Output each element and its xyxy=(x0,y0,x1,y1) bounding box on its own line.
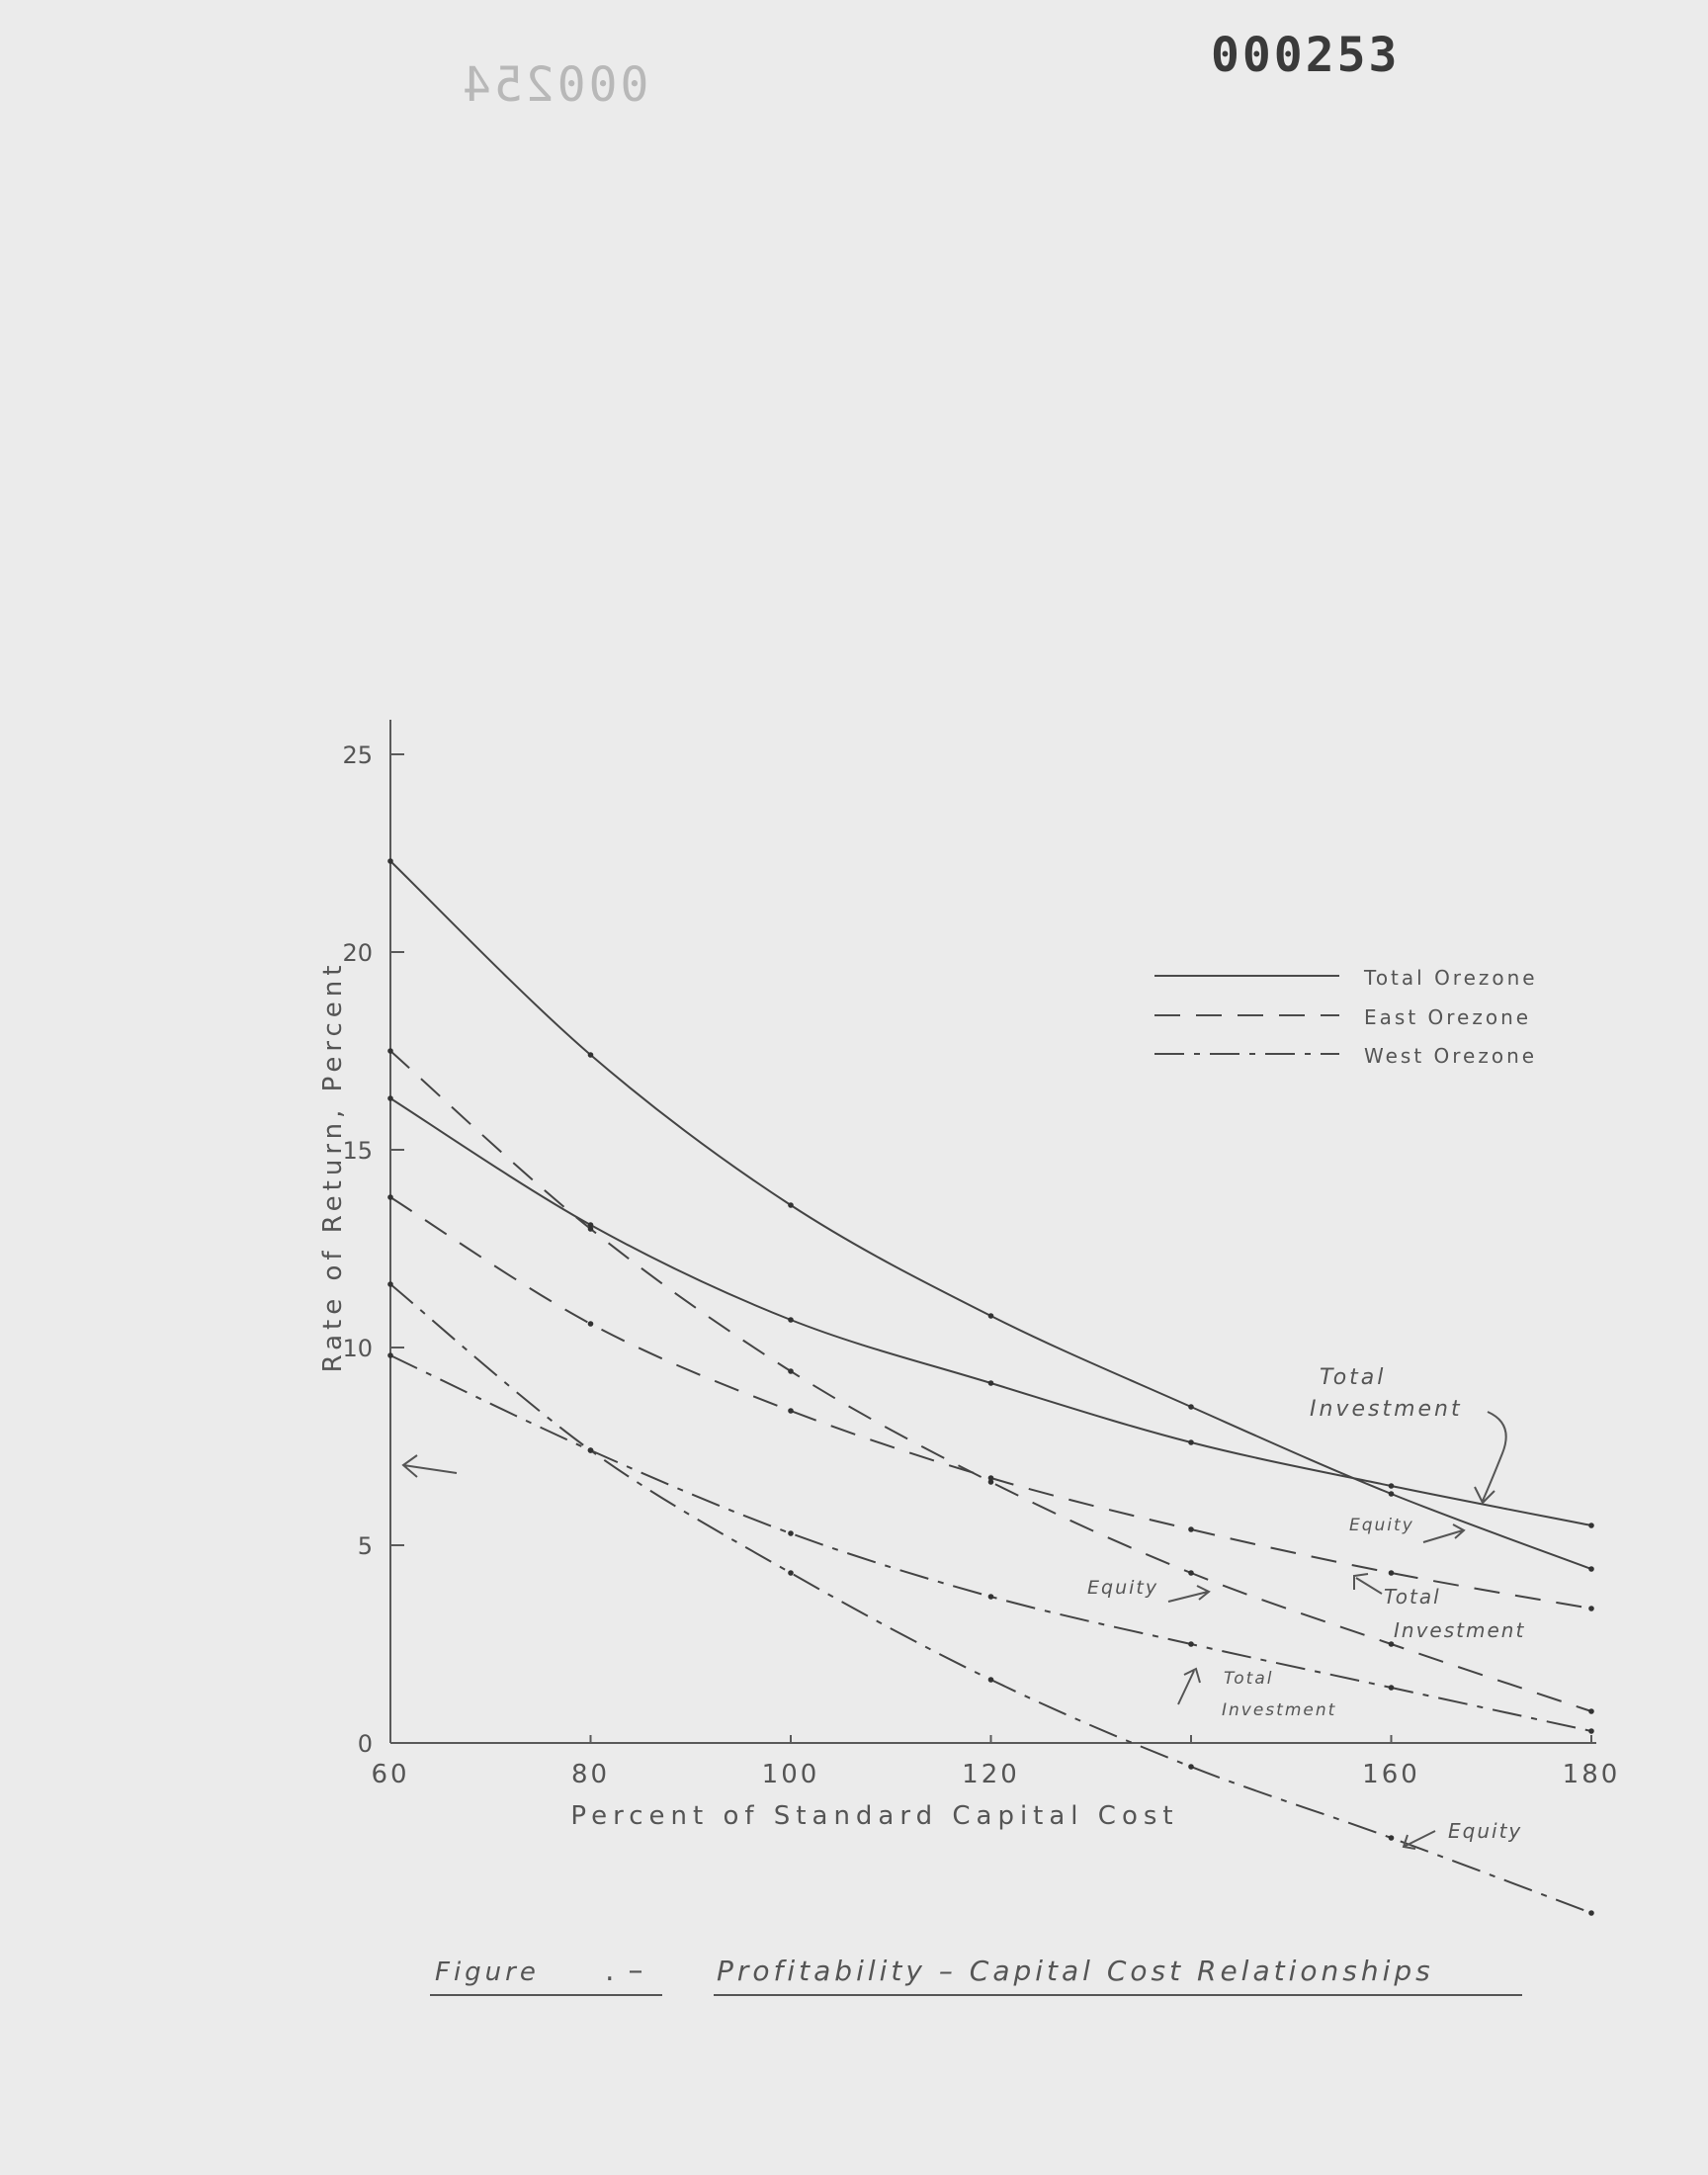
annotation-arrow-west-equity xyxy=(1404,1831,1435,1849)
annotation-arrow-east-total-investment xyxy=(1354,1574,1382,1594)
x-tick-label-60: 60 xyxy=(371,1760,410,1789)
annotation-east-orezone-total-investment xyxy=(1384,1585,1525,1642)
series-1-point-5 xyxy=(1389,1483,1395,1489)
series-3-point-6 xyxy=(1588,1606,1594,1611)
y-tick-label-5: 5 xyxy=(357,1532,373,1560)
series-0-point-0 xyxy=(387,858,393,864)
y-tick-label-10: 10 xyxy=(342,1335,373,1362)
figure-label: Figure xyxy=(435,1958,540,1987)
series-3-point-2 xyxy=(788,1408,794,1414)
series-1-point-3 xyxy=(988,1380,994,1386)
series-0-point-4 xyxy=(1188,1404,1194,1410)
annotation-arrow-total-equity xyxy=(1423,1524,1464,1542)
margin-arrow-mark xyxy=(403,1455,457,1477)
annotation-west-orezone-equity: Equity xyxy=(1448,1819,1523,1843)
x-tick-label-100: 100 xyxy=(761,1760,820,1789)
page-number: 000253 xyxy=(1211,28,1401,83)
series-5-point-5 xyxy=(1389,1835,1395,1841)
annotation-arrow-west-total-investment xyxy=(1178,1669,1200,1704)
annotation-east-orezone-total-investment-line1: Total xyxy=(1384,1585,1441,1609)
series-4-point-3 xyxy=(988,1594,994,1600)
figure-caption xyxy=(430,1954,1522,1995)
legend-label-west: West Orezone xyxy=(1364,1044,1538,1068)
figure-separator: .– xyxy=(605,1954,657,1988)
series-4-point-2 xyxy=(788,1530,794,1536)
annotation-east-orezone-equity: Equity xyxy=(1087,1577,1159,1599)
annotation-arrow-east-equity xyxy=(1168,1586,1209,1602)
x-axis-label: Percent of Standard Capital Cost xyxy=(570,1801,1179,1831)
annotation-total-orezone-total-investment-line1: Total xyxy=(1320,1365,1387,1390)
x-tick-label-160: 160 xyxy=(1362,1760,1420,1789)
annotation-total-orezone-equity: Equity xyxy=(1349,1516,1414,1535)
series-5-point-0 xyxy=(387,1281,393,1287)
annotation-arrow-total-investment xyxy=(1483,1412,1506,1501)
series-3-point-3 xyxy=(988,1475,994,1481)
series-2-point-5 xyxy=(1389,1641,1395,1647)
series-2-point-6 xyxy=(1588,1708,1594,1714)
chart-legend xyxy=(1154,966,1538,1068)
legend-label-total: Total Orezone xyxy=(1364,966,1538,990)
series-5-point-2 xyxy=(788,1570,794,1576)
annotation-total-orezone-total-investment-line2: Investment xyxy=(1310,1397,1463,1422)
series-1-point-6 xyxy=(1588,1522,1594,1528)
series-3-point-4 xyxy=(1188,1526,1194,1532)
annotation-west-orezone-total-investment-line2: Investment xyxy=(1222,1700,1337,1720)
series-5-point-1 xyxy=(588,1447,594,1453)
series-2-point-0 xyxy=(387,1048,393,1054)
x-tick-label-80: 80 xyxy=(570,1760,611,1789)
chart-title: Profitability – Capital Cost Relationships xyxy=(717,1955,1434,1987)
series-4-point-4 xyxy=(1188,1641,1194,1647)
series-0-point-3 xyxy=(988,1313,994,1319)
y-tick-label-20: 20 xyxy=(342,939,373,967)
series-3-point-1 xyxy=(588,1321,594,1327)
series-4-point-5 xyxy=(1389,1685,1395,1691)
series-1-point-0 xyxy=(387,1095,393,1101)
bleed-through-page-number: 000254 xyxy=(460,57,649,113)
series-1-point-4 xyxy=(1188,1439,1194,1445)
series-5-point-4 xyxy=(1188,1764,1194,1770)
series-0-point-5 xyxy=(1389,1491,1395,1497)
series-2-point-1 xyxy=(588,1226,594,1232)
series-4-point-6 xyxy=(1588,1728,1594,1734)
annotation-west-orezone-total-investment xyxy=(1222,1669,1336,1720)
series-2-point-4 xyxy=(1188,1570,1194,1576)
series-5-point-3 xyxy=(988,1677,994,1683)
series-3-point-5 xyxy=(1389,1570,1395,1576)
series-0-point-2 xyxy=(788,1202,794,1208)
annotation-total-orezone-total-investment xyxy=(1310,1365,1463,1422)
series-2-point-2 xyxy=(788,1368,794,1374)
y-tick-label-15: 15 xyxy=(342,1137,373,1165)
series-4-point-0 xyxy=(387,1352,393,1358)
annotation-west-orezone-total-investment-line1: Total xyxy=(1224,1669,1274,1689)
series-3-point-0 xyxy=(387,1194,393,1200)
legend-label-east: East Orezone xyxy=(1364,1005,1532,1029)
y-tick-label-25: 25 xyxy=(342,741,373,769)
x-tick-label-120: 120 xyxy=(962,1760,1020,1789)
y-axis-label: Rate of Return, Percent xyxy=(318,960,348,1373)
series-1-point-2 xyxy=(788,1317,794,1323)
x-tick-label-180: 180 xyxy=(1562,1760,1621,1789)
series-5-point-6 xyxy=(1588,1910,1594,1916)
y-tick-label-0: 0 xyxy=(357,1730,373,1758)
series-0-point-6 xyxy=(1588,1566,1594,1572)
series-0-point-1 xyxy=(588,1052,594,1058)
annotation-east-orezone-total-investment-line2: Investment xyxy=(1394,1618,1526,1642)
